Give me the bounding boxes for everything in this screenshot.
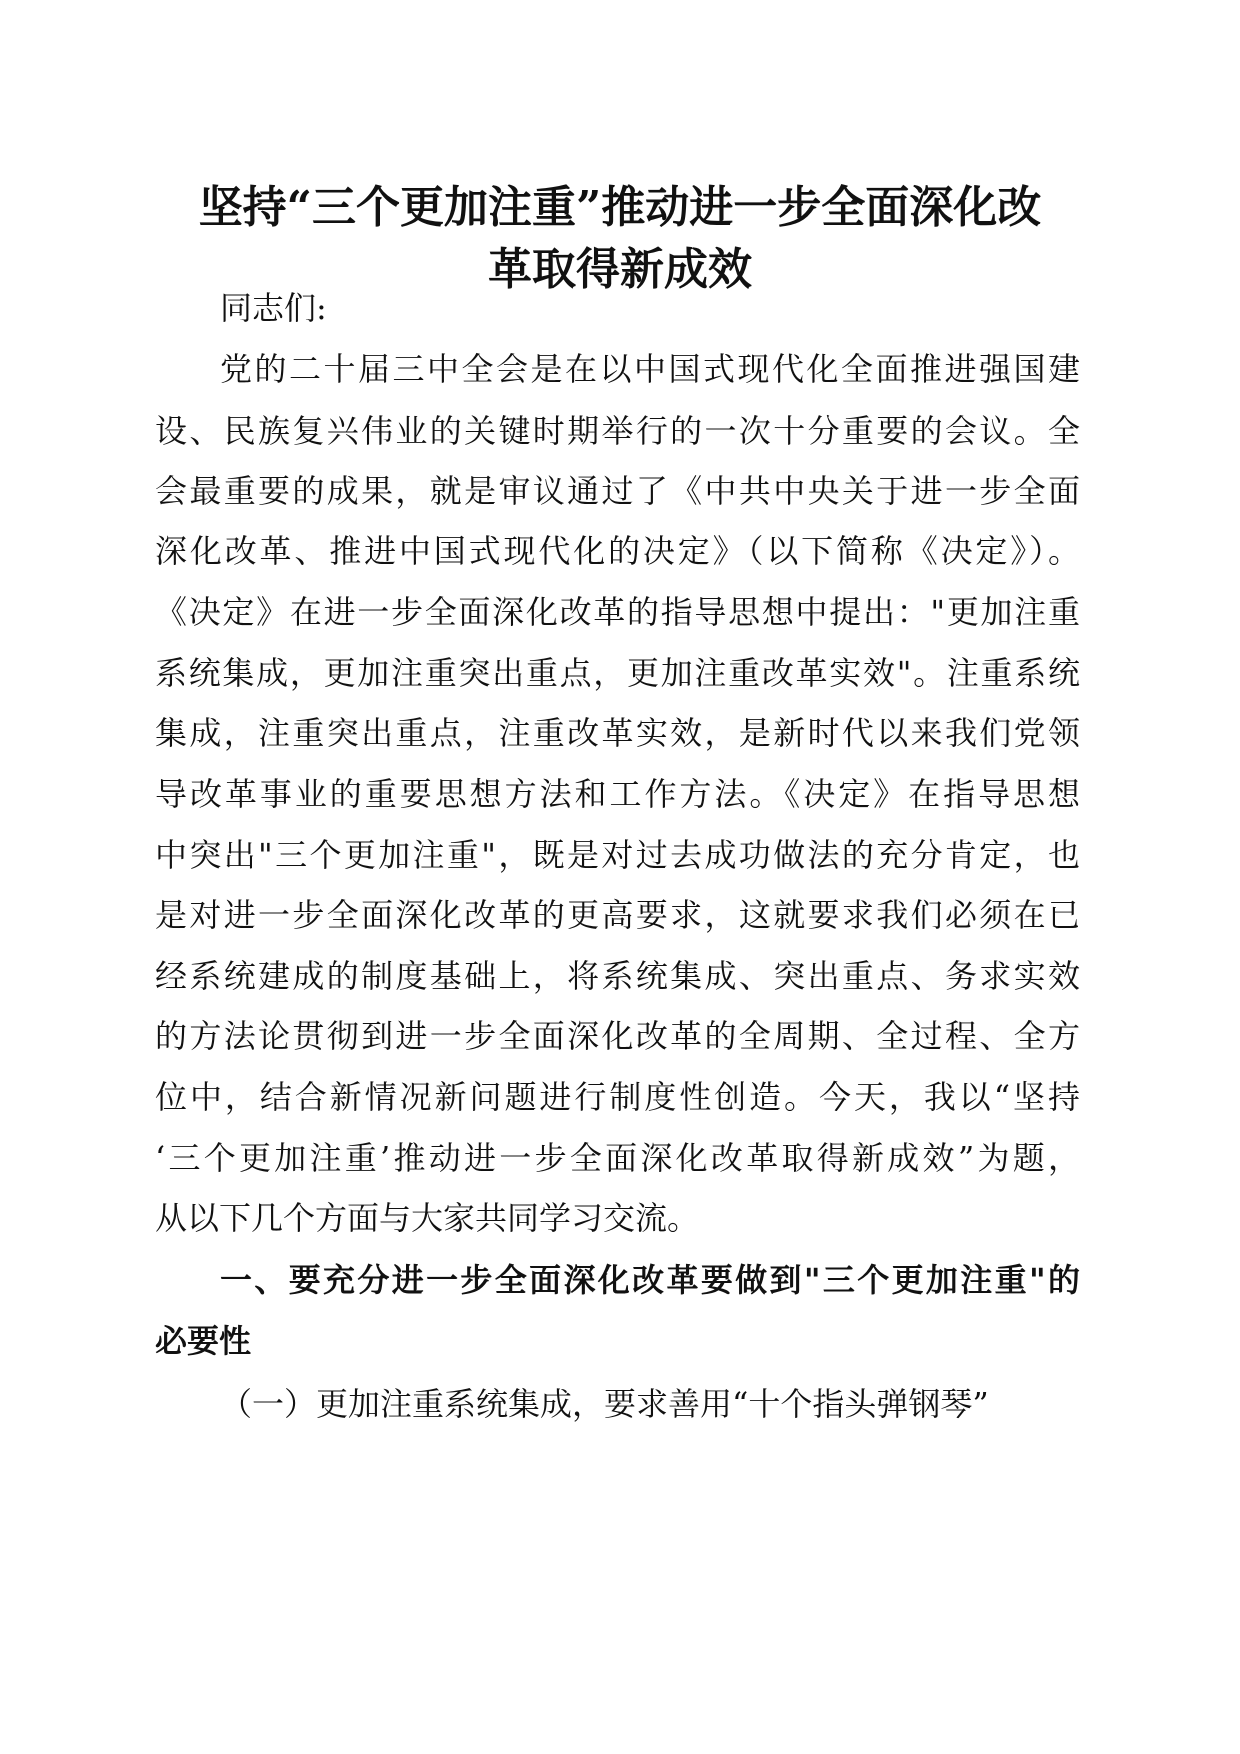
section-heading-line: 一、要充分进一步全面深化改革要做到"三个更加注重"的 <box>220 1261 1080 1299</box>
paragraph-line: 的方法论贯彻到进一步全面深化改革的全周期、全过程、全方 <box>155 1017 1080 1055</box>
paragraph-line: 位中，结合新情况新问题进行制度性创造。今天，我以“坚持 <box>155 1078 1080 1116</box>
paragraph-line: 经系统建成的制度基础上，将系统集成、突出重点、务求实效 <box>155 957 1080 995</box>
subsection-1-heading: （一）更加注重系统集成，要求善用“十个指头弹钢琴” <box>220 1385 989 1423</box>
salutation: 同志们: <box>220 289 327 327</box>
paragraph-line: 从以下几个方面与大家共同学习交流。 <box>155 1199 700 1237</box>
paragraph-line: 中突出"三个更加注重"，既是对过去成功做法的充分肯定，也 <box>155 836 1080 874</box>
paragraph-line: 系统集成，更加注重突出重点，更加注重改革实效"。注重系统 <box>155 654 1080 692</box>
paragraph-line: 深化改革、推进中国式现代化的决定》（以下简称《决定》）。 <box>155 532 1080 570</box>
paragraph-line: 《决定》在进一步全面深化改革的指导思想中提出："更加注重 <box>155 593 1080 631</box>
paragraph-line: ‘三个更加注重’推动进一步全面深化改革取得新成效”为题， <box>155 1139 1080 1177</box>
paragraph-line: 是对进一步全面深化改革的更高要求，这就要求我们必须在已 <box>155 896 1080 934</box>
document-title-line-2: 革取得新成效 <box>488 244 752 295</box>
section-heading-line: 必要性 <box>155 1322 252 1360</box>
document-title-line-1: 坚持“三个更加注重”推动进一步全面深化改 <box>198 182 1042 233</box>
paragraph-line: 党的二十届三中全会是在以中国式现代化全面推进强国建 <box>220 350 1080 388</box>
paragraph-line: 会最重要的成果，就是审议通过了《中共中央关于进一步全面 <box>155 472 1080 510</box>
paragraph-line: 集成，注重突出重点，注重改革实效，是新时代以来我们党领 <box>155 714 1080 752</box>
paragraph-line: 设、民族复兴伟业的关键时期举行的一次十分重要的会议。全 <box>155 412 1080 450</box>
paragraph-line: 导改革事业的重要思想方法和工作方法。《决定》在指导思想 <box>155 775 1080 813</box>
